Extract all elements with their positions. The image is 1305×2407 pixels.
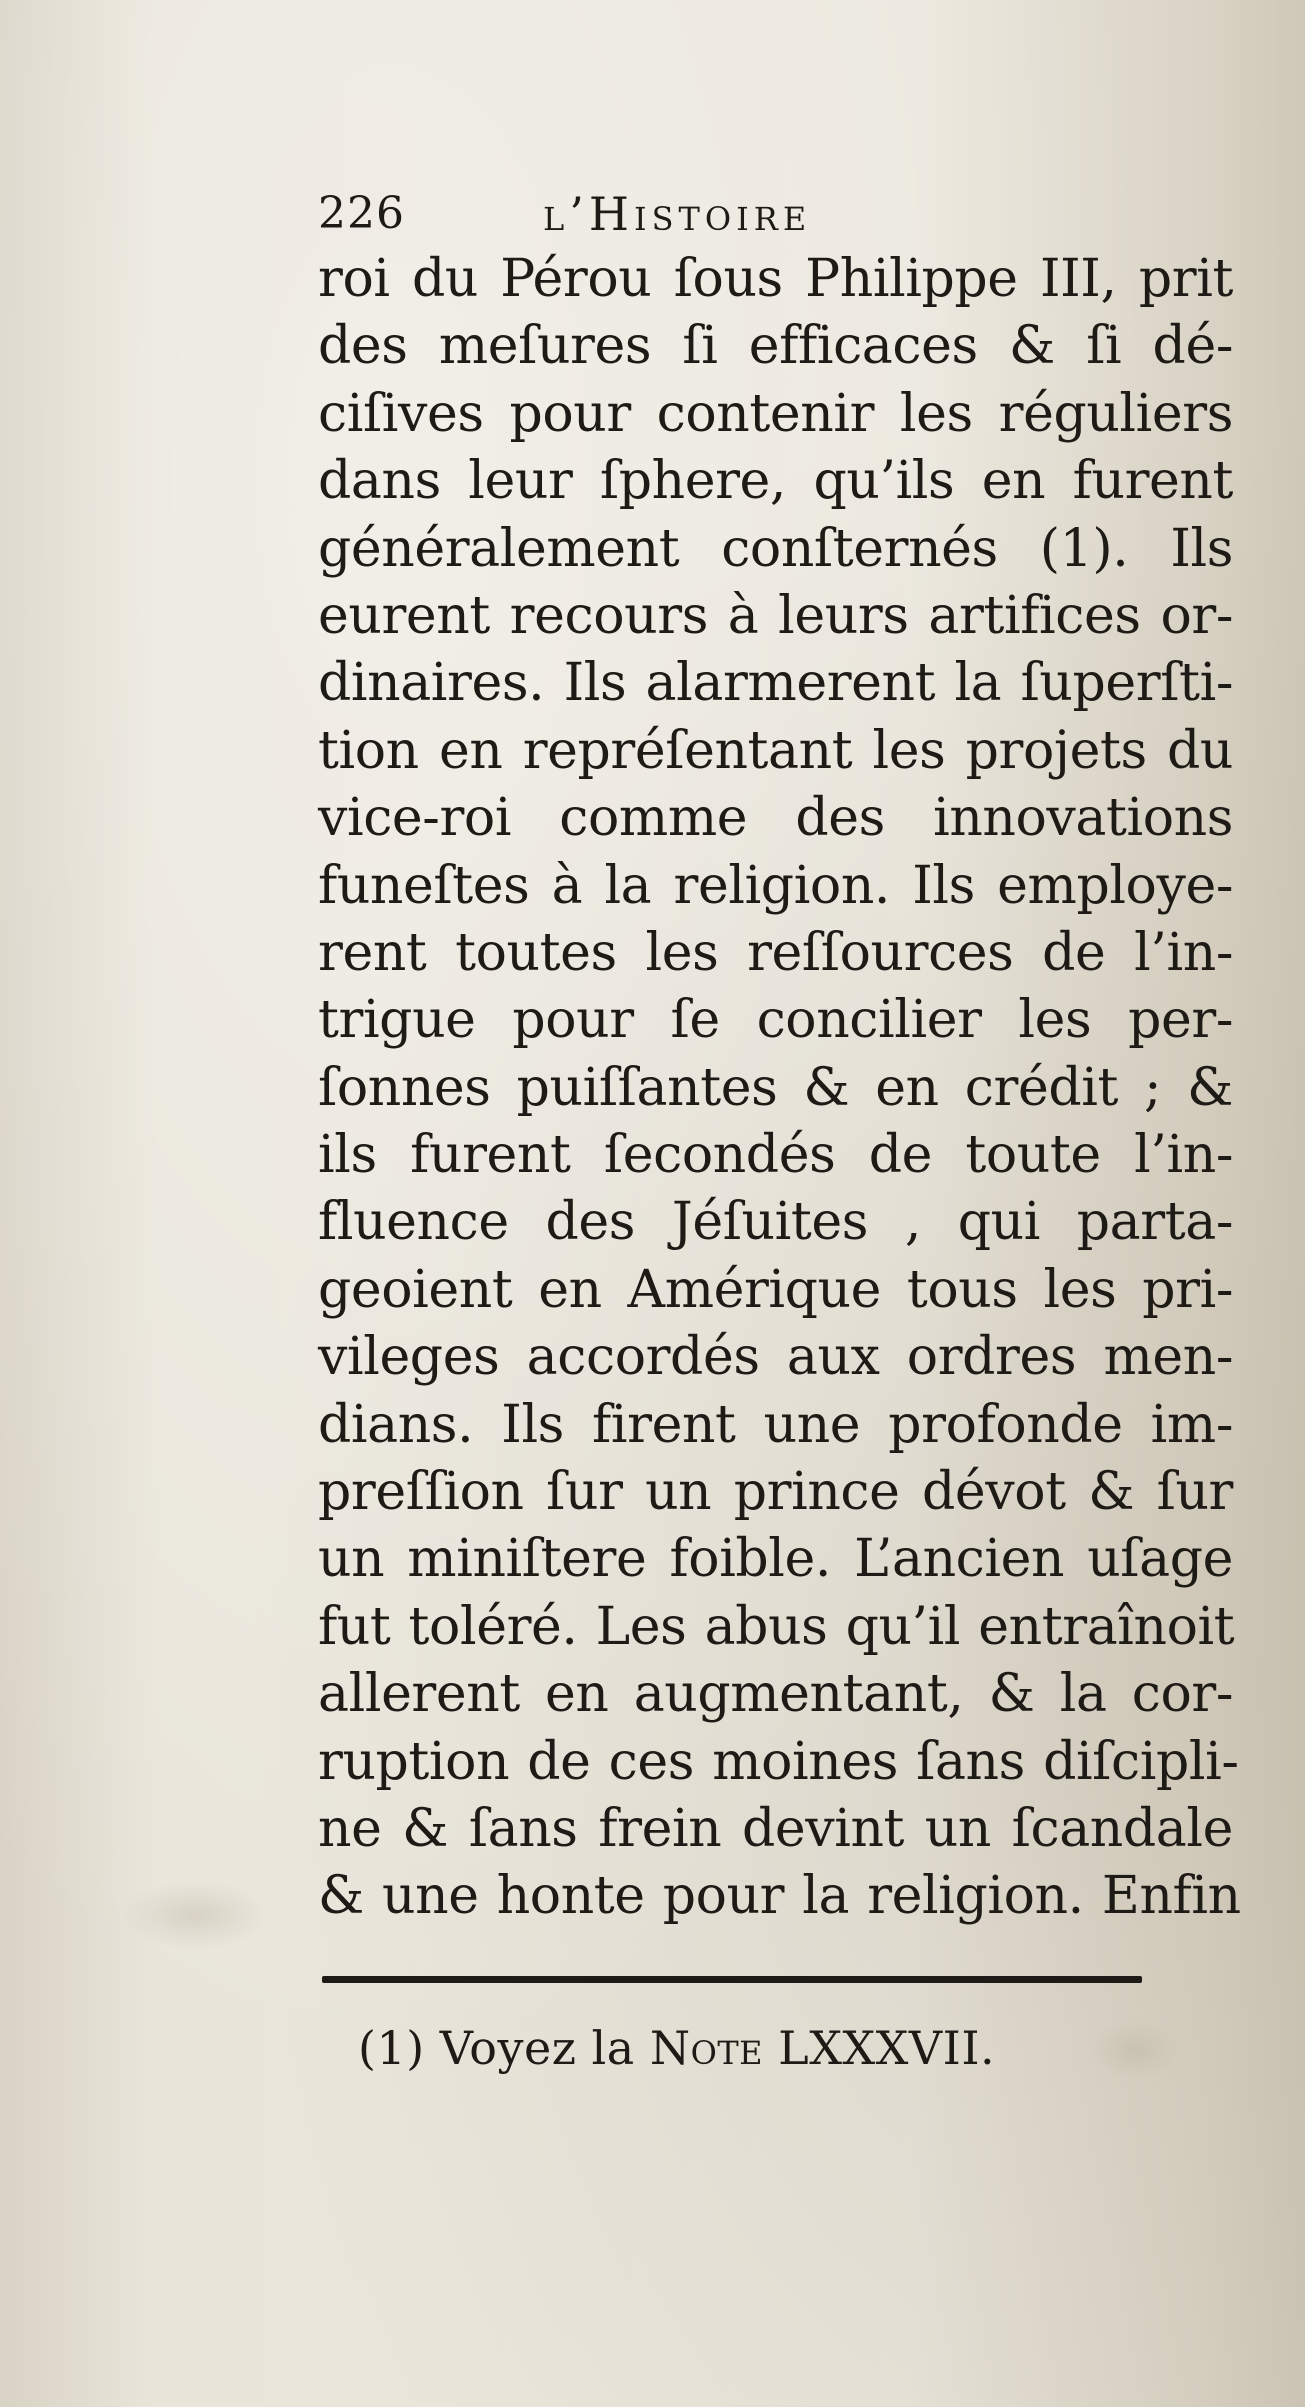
text-line: preſſion ſur un prince dévot & ſur bbox=[318, 1462, 1233, 1523]
text-line: & une honte pour la religion. Enfin bbox=[318, 1866, 1241, 1927]
text-line: roi du Pérou ſous Philippe III, prit bbox=[318, 249, 1233, 309]
footnote bbox=[358, 2016, 995, 2080]
footnote-number: LXXXVII. bbox=[778, 2021, 996, 2075]
text-line: dians. Ils firent une profonde im- bbox=[318, 1394, 1233, 1455]
text-line: ſonnes puiſſantes & en crédit ; & bbox=[318, 1057, 1233, 1118]
footnote-marker: (1) bbox=[358, 2021, 425, 2075]
text-line: généralement conſternés (1). Ils bbox=[318, 518, 1233, 579]
text-line: vice-roi comme des innovations bbox=[318, 788, 1233, 849]
text-line: eurent recours à leurs artifices or- bbox=[318, 585, 1233, 646]
text-line: geoient en Amérique tous les pri- bbox=[318, 1259, 1233, 1320]
text-line: allerent en augmentant, & la cor- bbox=[318, 1664, 1233, 1725]
paper-stain bbox=[120, 1880, 270, 1950]
text-line: trigue pour ſe concilier les per- bbox=[318, 990, 1233, 1051]
text-line: dinaires. Ils alarmerent la ſuperſti- bbox=[318, 653, 1233, 714]
paper-stain bbox=[1090, 2020, 1180, 2080]
text-line: funeſtes à la religion. Ils employe- bbox=[318, 855, 1233, 916]
text-line: vileges accordés aux ordres men- bbox=[318, 1327, 1233, 1388]
text-line: tion en repréſentant les projets du bbox=[318, 720, 1233, 781]
body-text bbox=[318, 246, 1241, 1931]
text-line: fluence des Jéſuites , qui parta- bbox=[318, 1192, 1233, 1253]
running-header bbox=[318, 184, 1218, 244]
text-line: ne & ſans frein devint un ſcandale bbox=[318, 1798, 1233, 1859]
text-line: des meſures ſi efficaces & ſi dé- bbox=[318, 316, 1233, 377]
footnote-note-word: Note bbox=[649, 2021, 764, 2075]
text-line: fut toléré. Les abus qu’il entraînoit bbox=[318, 1596, 1235, 1657]
running-title: l’Histoire bbox=[543, 187, 812, 241]
text-line: ciſives pour contenir les réguliers bbox=[318, 383, 1233, 444]
text-line: rent toutes les reſſources de l’in- bbox=[318, 922, 1233, 983]
text-line: ruption de ces moines ſans diſcipli- bbox=[318, 1731, 1239, 1792]
text-line: un miniſtere foible. L’ancien uſage bbox=[318, 1529, 1233, 1590]
footnote-text: Voyez la bbox=[439, 2021, 635, 2075]
footnote-rule bbox=[322, 1976, 1142, 1983]
page-number: 226 bbox=[318, 188, 405, 239]
text-line: ils furent ſecondés de toute l’in- bbox=[318, 1125, 1233, 1186]
text-line: dans leur ſphere, qu’ils en furent bbox=[318, 451, 1233, 512]
